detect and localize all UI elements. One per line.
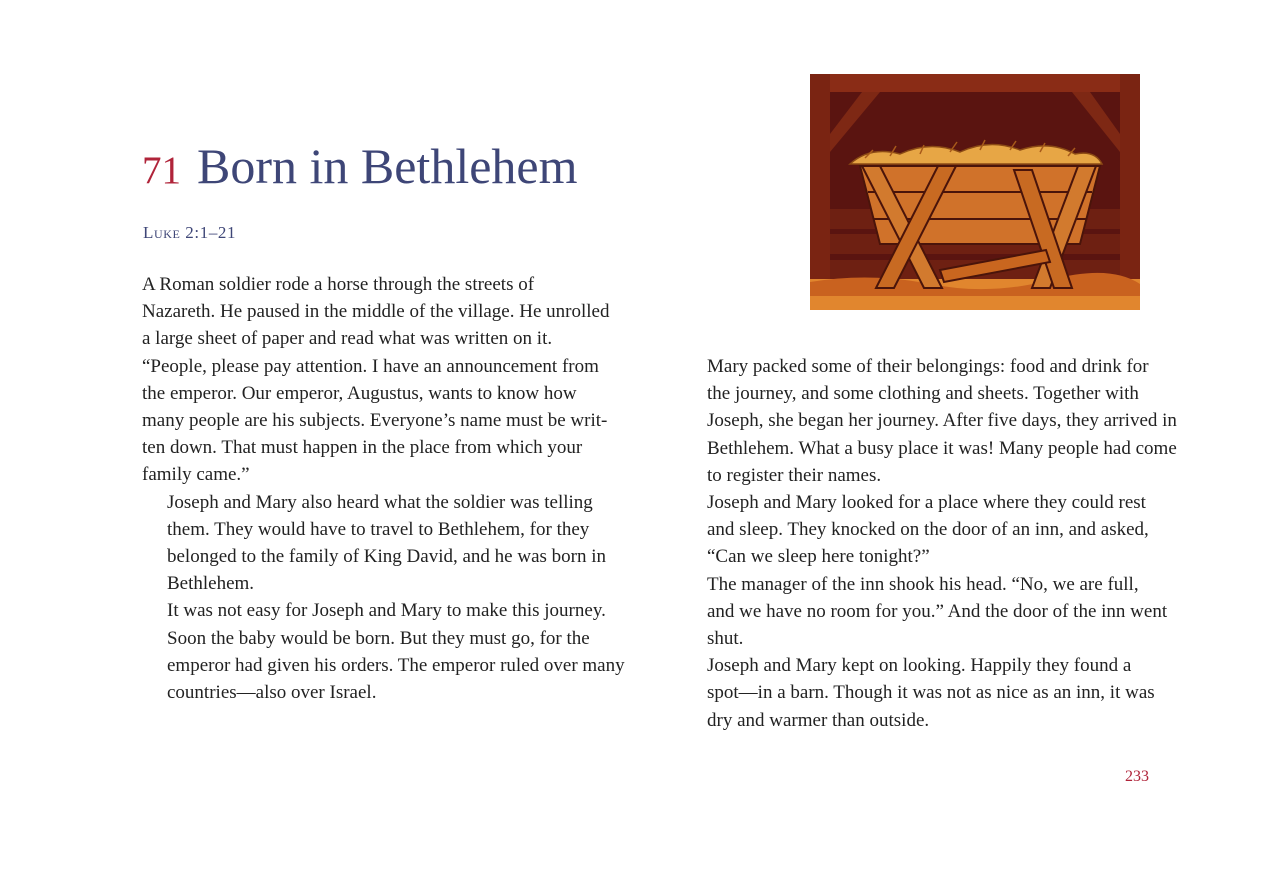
page-number: 233 xyxy=(1125,768,1149,785)
text-line: the emperor. Our emperor, Augustus, wants to know how xyxy=(142,382,577,404)
paragraph xyxy=(682,489,1192,571)
text-column-left xyxy=(142,271,652,706)
text-line: Bethlehem. xyxy=(167,573,255,595)
text-line: “Can we sleep here tonight?” xyxy=(707,546,930,568)
text-line: Joseph and Mary looked for a place where they could rest xyxy=(707,492,1146,514)
text-line: ten down. That must happen in the place from which your xyxy=(142,437,583,459)
text-column-right xyxy=(682,353,1192,734)
text-line: emperor had given his orders. The emperor ruled over many xyxy=(167,654,625,676)
text-line: them. They would have to travel to Bethlehem, for they xyxy=(167,518,590,540)
text-line: Joseph and Mary also heard what the soldier was telling xyxy=(167,491,593,513)
text-line: Nazareth. He paused in the middle of the village. He unrolled xyxy=(142,301,610,323)
paragraph xyxy=(682,353,1192,489)
text-line: “People, please pay attention. I have an announcement from xyxy=(142,355,599,377)
text-line: countries—also over Israel. xyxy=(167,682,377,704)
text-line: and sleep. They knocked on the door of an inn, and asked, xyxy=(707,519,1149,541)
paragraph xyxy=(682,652,1192,734)
text-line: shut. xyxy=(707,628,744,650)
manger-illustration xyxy=(810,74,1140,310)
text-line: Bethlehem. What a busy place it was! Many people had come xyxy=(707,437,1177,459)
text-line: belonged to the family of King David, and he was born in xyxy=(167,546,607,568)
text-line: It was not easy for Joseph and Mary to make this journey. xyxy=(167,600,606,622)
paragraph xyxy=(142,597,652,706)
text-line: Joseph, she began her journey. After five days, they arrived in xyxy=(707,410,1177,432)
text-line: The manager of the inn shook his head. “No, we are full, xyxy=(707,573,1139,595)
text-line: spot—in a barn. Though it was not as nice as an inn, it was xyxy=(707,682,1155,704)
text-line: dry and warmer than outside. xyxy=(707,709,930,731)
text-line: a large sheet of paper and read what was written on it. xyxy=(142,328,553,350)
chapter-number: 71 xyxy=(142,149,181,192)
text-line: many people are his subjects. Everyone’s name must be writ- xyxy=(142,410,608,432)
paragraph xyxy=(142,489,652,598)
paragraph xyxy=(142,271,652,489)
paragraph xyxy=(682,571,1192,653)
chapter-heading xyxy=(142,134,578,203)
text-line: A Roman soldier rode a horse through the streets of xyxy=(142,274,535,295)
scripture-reference: Luke 2:1–21 xyxy=(143,223,237,242)
text-line: family came.” xyxy=(142,464,250,486)
text-line: Joseph and Mary kept on looking. Happily they found a xyxy=(707,655,1132,677)
chapter-title: Born in Bethlehem xyxy=(197,138,578,194)
text-line: to register their names. xyxy=(707,464,882,486)
text-line: the journey, and some clothing and sheets. Together with xyxy=(707,383,1139,405)
text-line: and we have no room for you.” And the door of the inn went xyxy=(707,600,1168,622)
text-line: Mary packed some of their belongings: food and drink for xyxy=(707,356,1149,377)
text-line: Soon the baby would be born. But they must go, for the xyxy=(167,627,590,649)
